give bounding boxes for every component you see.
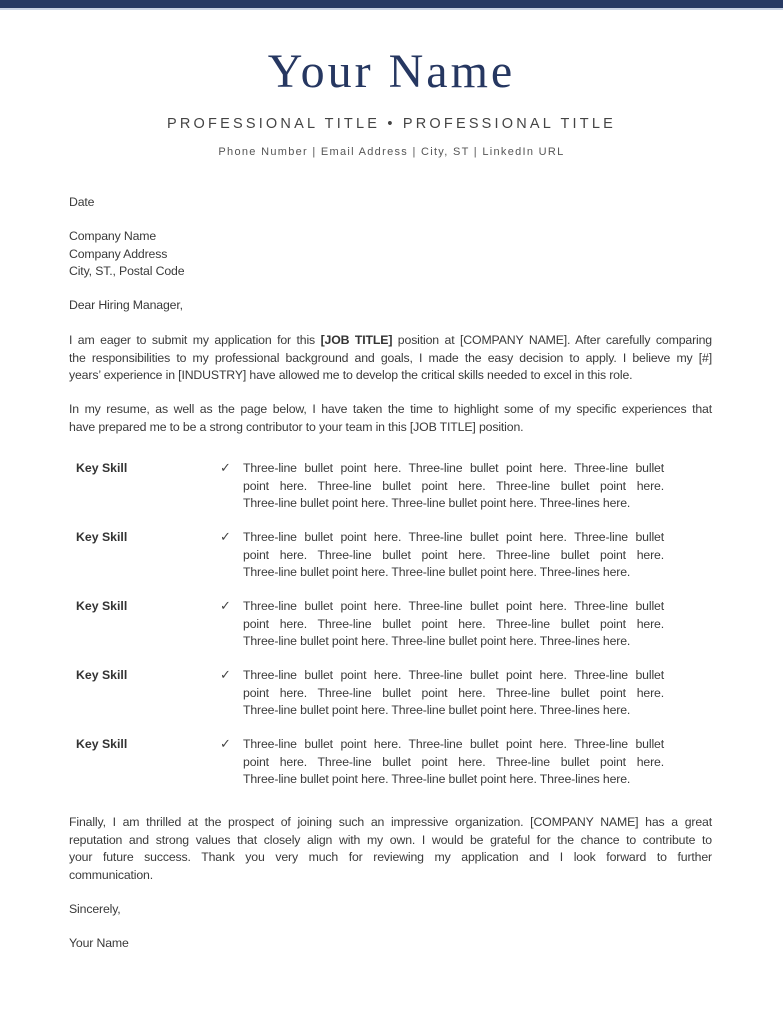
paragraph-line: communication. <box>69 867 154 882</box>
intro-paragraph <box>69 332 712 385</box>
bullet-line: Three-line bullet point here. Three-line bullet point here. Three-line bullet <box>243 737 664 751</box>
signature: Your Name <box>69 936 129 950</box>
bullet-line: point here. Three-line bullet point here. Three-line bullet point here. <box>243 685 664 700</box>
bullet-line: Three-line bullet point here. Three-line bullet point here. Three-lines here. <box>243 772 631 786</box>
text: position at [COMPANY NAME]. After carefully comparing <box>392 333 712 347</box>
bullet-line: Three-line bullet point here. Three-line bullet point here. Three-lines here. <box>243 496 631 510</box>
recipient-address <box>69 228 712 281</box>
checkmark-icon: ✓ <box>220 667 231 682</box>
key-skill-label: Key Skill <box>76 530 128 544</box>
top-accent-bar <box>0 0 783 10</box>
bullet-line: point here. Three-line bullet point here. Three-line bullet point here. <box>243 547 664 562</box>
professional-titles: PROFESSIONAL TITLE • PROFESSIONAL TITLE <box>167 116 616 132</box>
key-skill-label: Key Skill <box>76 599 128 613</box>
contact-info: Phone Number | Email Address | City, ST | LinkedIn URL <box>218 146 565 158</box>
paragraph-line: your future success. Thank you very much for reviewing my application and I look forward to further <box>69 850 712 864</box>
checkmark-icon: ✓ <box>220 460 231 475</box>
bullet-line: Three-line bullet point here. Three-line bullet point here. Three-line bullet <box>243 461 664 475</box>
bullet-line: point here. Three-line bullet point here. Three-line bullet point here. <box>243 754 664 769</box>
recipient-line: Company Name <box>69 229 157 243</box>
closing-paragraph <box>69 814 712 884</box>
bullet-line: Three-line bullet point here. Three-line bullet point here. Three-lines here. <box>243 634 631 648</box>
bullet-line: point here. Three-line bullet point here. Three-line bullet point here. <box>243 616 664 631</box>
checkmark-icon: ✓ <box>220 529 231 544</box>
bullet-line: Three-line bullet point here. Three-line bullet point here. Three-line bullet <box>243 530 664 544</box>
paragraph-line: have prepared me to be a strong contributor to your team in this [JOB TITLE] position. <box>69 419 524 434</box>
skill-bullet-text <box>243 736 664 789</box>
text: I am eager to submit my application for this <box>69 333 321 347</box>
paragraph-line: years’ experience in [INDUSTRY] have allowed me to develop the critical skills needed to excel in this role. <box>69 368 633 382</box>
paragraph-line: In my resume, as well as the page below, I have taken the time to highlight some of my specific experiences that <box>69 402 712 416</box>
skill-bullet-text <box>243 460 664 513</box>
skill-bullet-text <box>243 598 664 651</box>
date: Date <box>69 195 95 209</box>
closing: Sincerely, <box>69 902 121 916</box>
bullet-line: Three-line bullet point here. Three-line bullet point here. Three-line bullet <box>243 599 664 613</box>
recipient-line: City, ST., Postal Code <box>69 264 185 278</box>
paragraph-line: reputation and strong values that closely align with my own. I would be grateful for the chance to contribute to <box>69 832 712 847</box>
bullet-line: Three-line bullet point here. Three-line bullet point here. Three-line bullet <box>243 668 664 682</box>
paragraph-line <box>69 332 712 350</box>
bullet-line: point here. Three-line bullet point here. Three-line bullet point here. <box>243 478 664 493</box>
key-skill-label: Key Skill <box>76 461 128 475</box>
key-skill-label: Key Skill <box>76 668 128 682</box>
bullet-line: Three-line bullet point here. Three-line bullet point here. Three-lines here. <box>243 565 631 579</box>
key-skill-label: Key Skill <box>76 737 128 751</box>
checkmark-icon: ✓ <box>220 598 231 613</box>
paragraph-line: Finally, I am thrilled at the prospect of joining such an impressive organization. [COMPANY NAME] has a great <box>69 815 712 829</box>
job-title-placeholder: [JOB TITLE] <box>320 333 393 347</box>
resume-paragraph <box>69 401 712 436</box>
checkmark-icon: ✓ <box>220 736 231 751</box>
paragraph-line: the responsibilities to my professional background and goals, I made the easy decision to apply. I believe my [#] <box>69 350 712 365</box>
skill-bullet-text <box>243 529 664 582</box>
salutation: Dear Hiring Manager, <box>69 298 183 312</box>
skill-bullet-text <box>243 667 664 720</box>
applicant-name: Your Name <box>267 45 516 98</box>
bullet-line: Three-line bullet point here. Three-line bullet point here. Three-lines here. <box>243 703 631 717</box>
recipient-line: Company Address <box>69 246 168 261</box>
